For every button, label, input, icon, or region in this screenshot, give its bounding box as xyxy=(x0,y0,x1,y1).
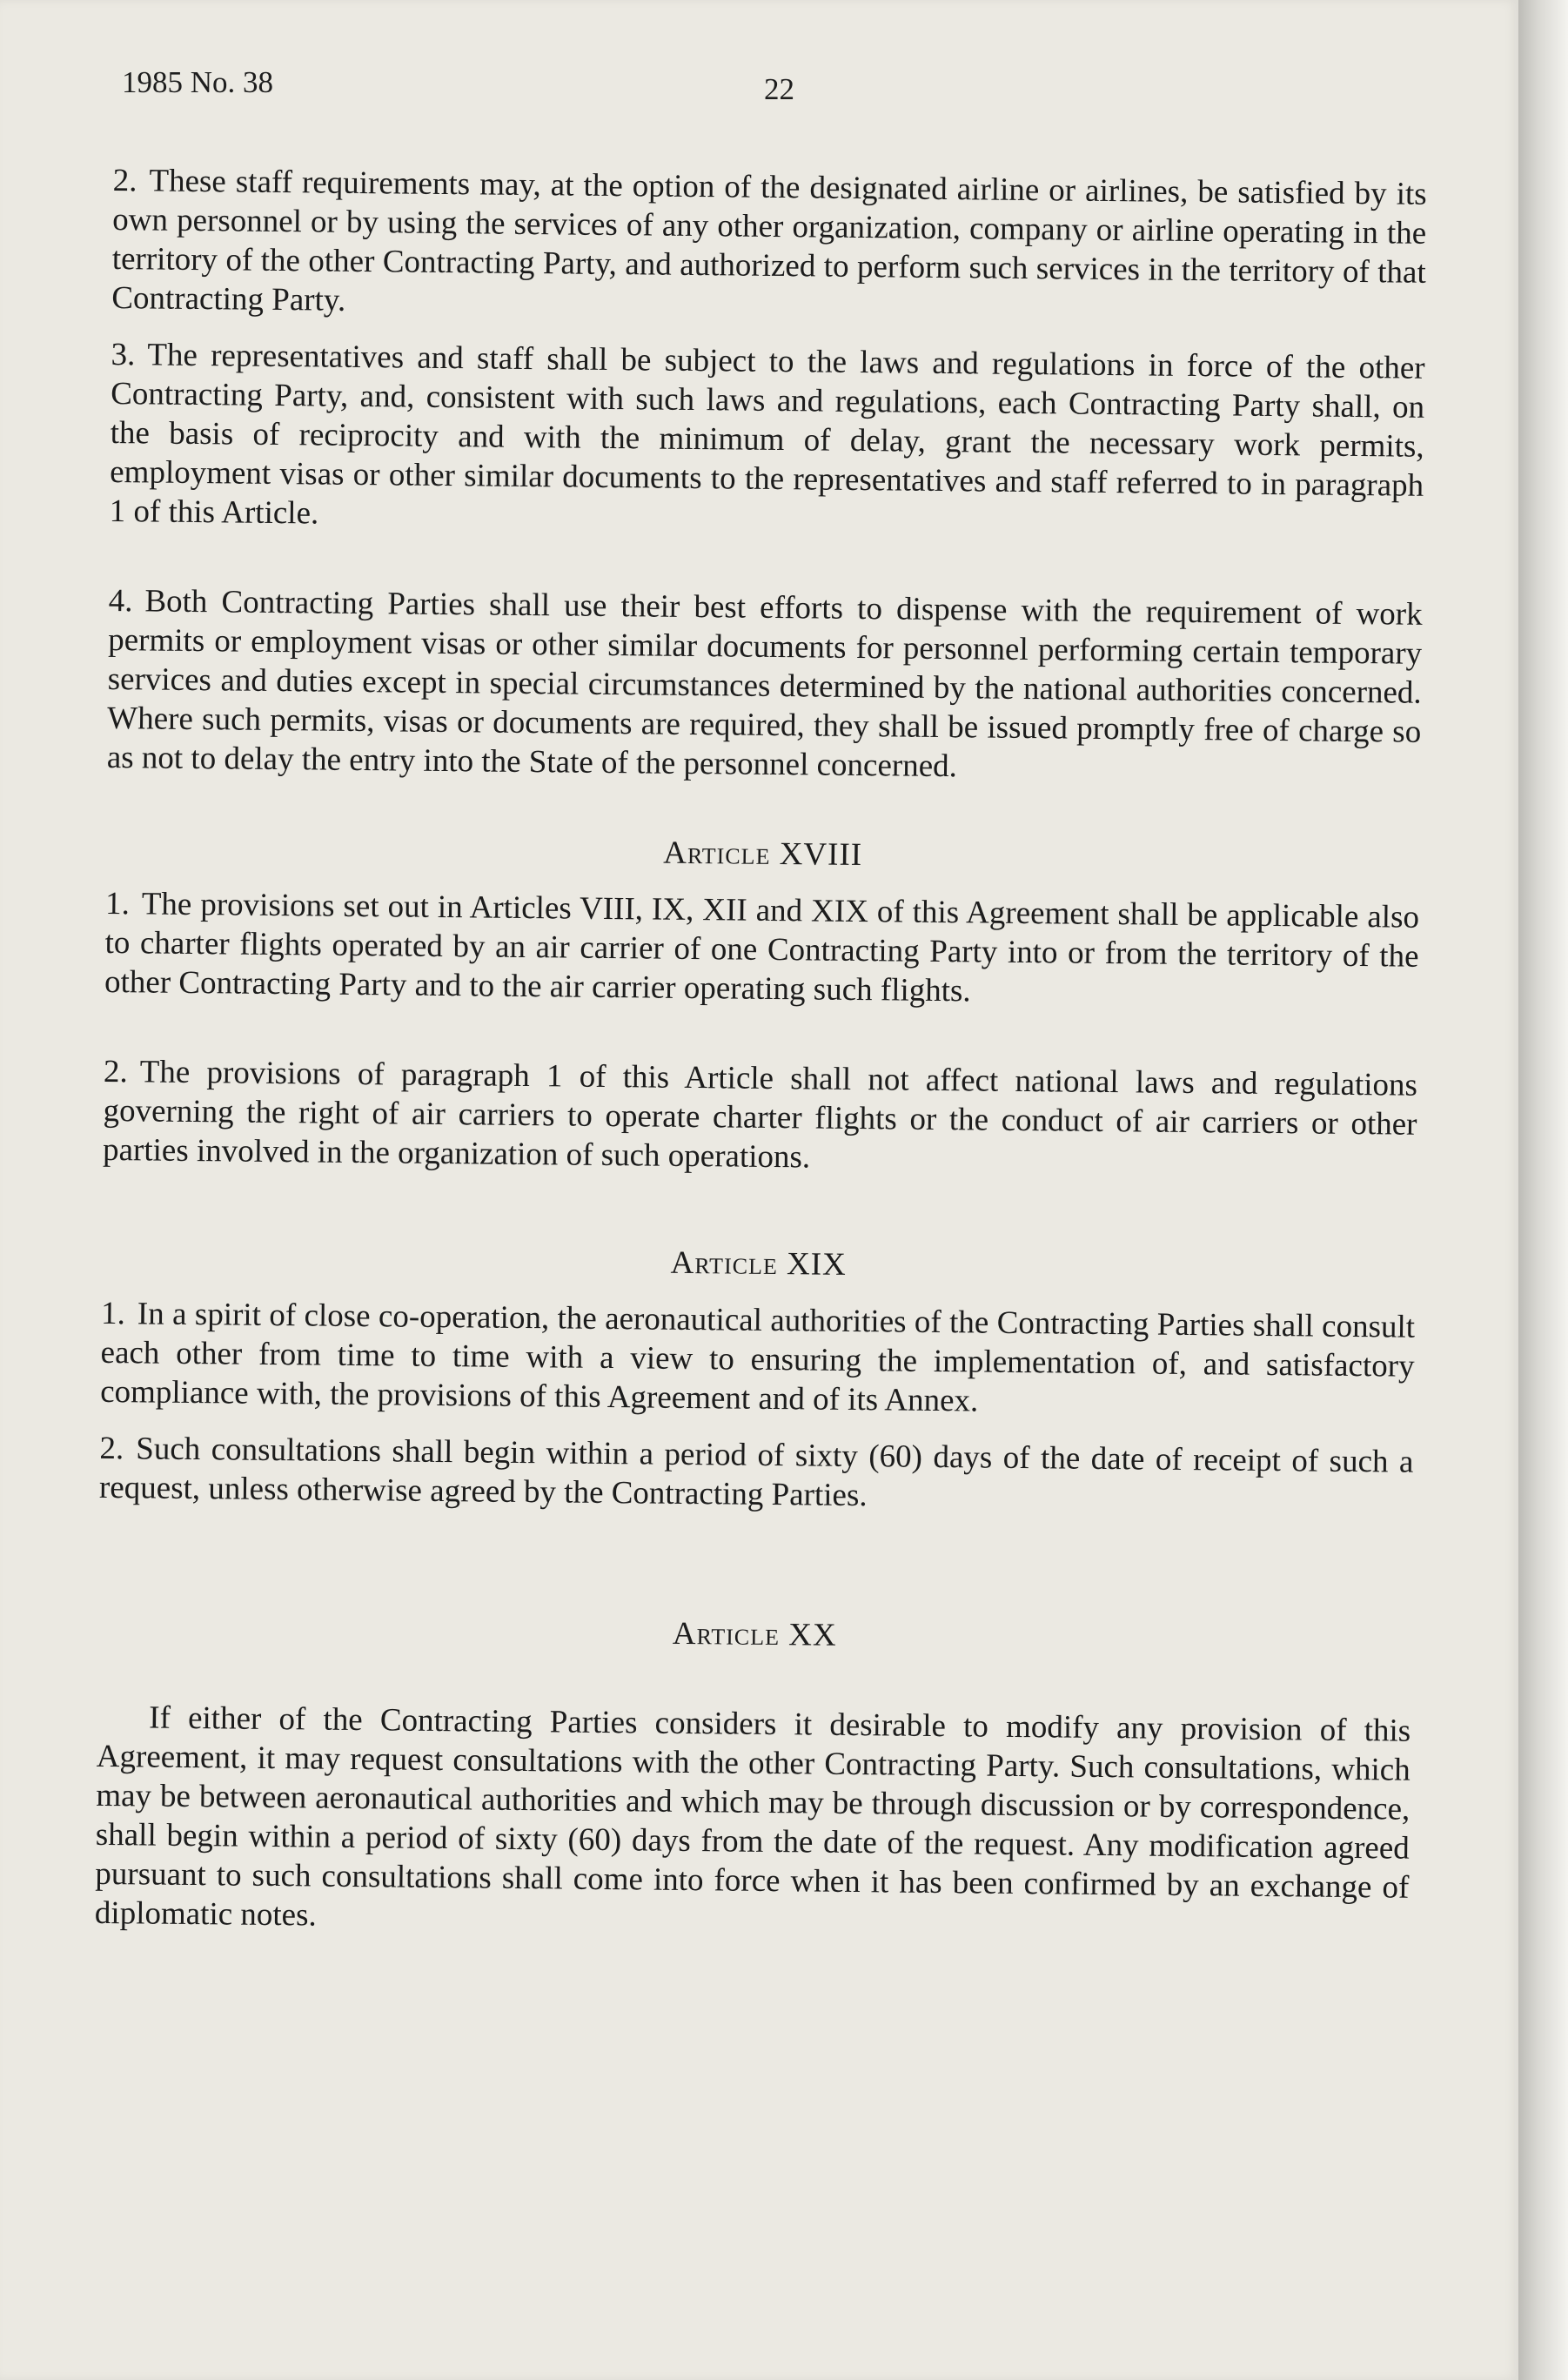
gazette-year-number: 1985 No. 38 xyxy=(122,65,274,99)
page-edge-shadow xyxy=(1518,0,1568,2380)
article-xix-heading: Article XIX xyxy=(670,1244,848,1283)
paragraph-text: The provisions set out in Articles VIII, IX, XII and XIX of this Agreement shall be applicable also to charter flights operated by an air carrier of one Contracting Party into or from the territory of the other Contracting Party and to the air carrier operating such flights. xyxy=(104,886,1420,1009)
paragraph-text: Such consultations shall begin within a period of sixty (60) days of the date of receipt of such a request, unless otherwise agreed by the Contracting Parties. xyxy=(98,1431,1414,1514)
paragraph-text: In a spirit of close co-operation, the aeronautical authorities of the Contracting Parties shall consult each other from time to time with a view to ensuring the implementation of, and satisfactory compliance with, the provisions of this Agreement and of its Annex. xyxy=(99,1296,1416,1419)
paragraph-text: Both Contracting Parties shall use their best efforts to dispense with the requirement of work permits or employment visas or other similar documents for personnel performing certain temporary services and duties except in special circumstances determined by the national authorities concerned. Where such permits, visas or documents are required, they shall be issued promptly free of charge so as not to delay the entry into the State of the personnel concerned. xyxy=(106,583,1423,785)
paragraph-number: 2. xyxy=(99,1430,124,1467)
page-header xyxy=(122,65,1410,109)
paragraph-xix-1 xyxy=(100,1294,1415,1425)
paragraph-xvii-3 xyxy=(110,335,1425,545)
paragraph-text: If either of the Contracting Parties considers it desirable to modify any provision of this Agreement, it may request consultations with the other Contracting Party. Such consultations, which may be between aeronautical authorities and which may be through discussion or by correspondence, shall begin within a period of sixty (60) days from the date of the request. Any modification agreed pursuant to such consultations shall come into force when it has been confirmed by an exchange of diplomatic notes. xyxy=(94,1700,1411,1934)
paragraph-number: 2. xyxy=(103,1053,129,1090)
article-xx-heading: Article XX xyxy=(672,1615,837,1653)
paragraph-xix-2 xyxy=(99,1429,1414,1521)
paragraph-xvii-4 xyxy=(107,581,1423,791)
paragraph-xx-1 xyxy=(95,1698,1411,1947)
paragraph-text: The provisions of paragraph 1 of this Article shall not affect national laws and regulations governing the right of air carriers to operate charter flights or the conduct of air carriers or other parties involved in the organization of such operations. xyxy=(102,1054,1418,1176)
paragraph-text: The representatives and staff shall be subject to the laws and regulations in force of the other Contracting Party, and, consistent with such laws and regulations, each Contracting Party shall, on the basis of reciprocity and with the minimum of delay, grant the necessary work permits, employment visas or other similar documents to the representatives and staff referred to in paragraph 1 of this Article. xyxy=(109,337,1425,532)
paragraph-number: 1. xyxy=(100,1295,126,1332)
paragraph-xvii-2 xyxy=(111,161,1427,332)
paragraph-number: 3. xyxy=(111,336,136,373)
paragraph-xviii-1 xyxy=(104,884,1419,1016)
paragraph-number: 2. xyxy=(112,162,137,199)
paragraph-number: 1. xyxy=(104,885,131,922)
document-body xyxy=(95,161,1427,1947)
article-xviii-heading: Article XVIII xyxy=(663,835,863,874)
paragraph-xviii-2 xyxy=(103,1052,1417,1183)
paragraph-text: These staff requirements may, at the option of the designated airline or airlines, be satisfied by its own personnel or by using the services of any other organization, company or airline operating in the territory of the other Contracting Party, and authorized to perform such services in the territory of that Contracting Party. xyxy=(111,163,1427,318)
paragraph-number: 4. xyxy=(108,582,133,620)
page-number: 22 xyxy=(764,72,794,106)
